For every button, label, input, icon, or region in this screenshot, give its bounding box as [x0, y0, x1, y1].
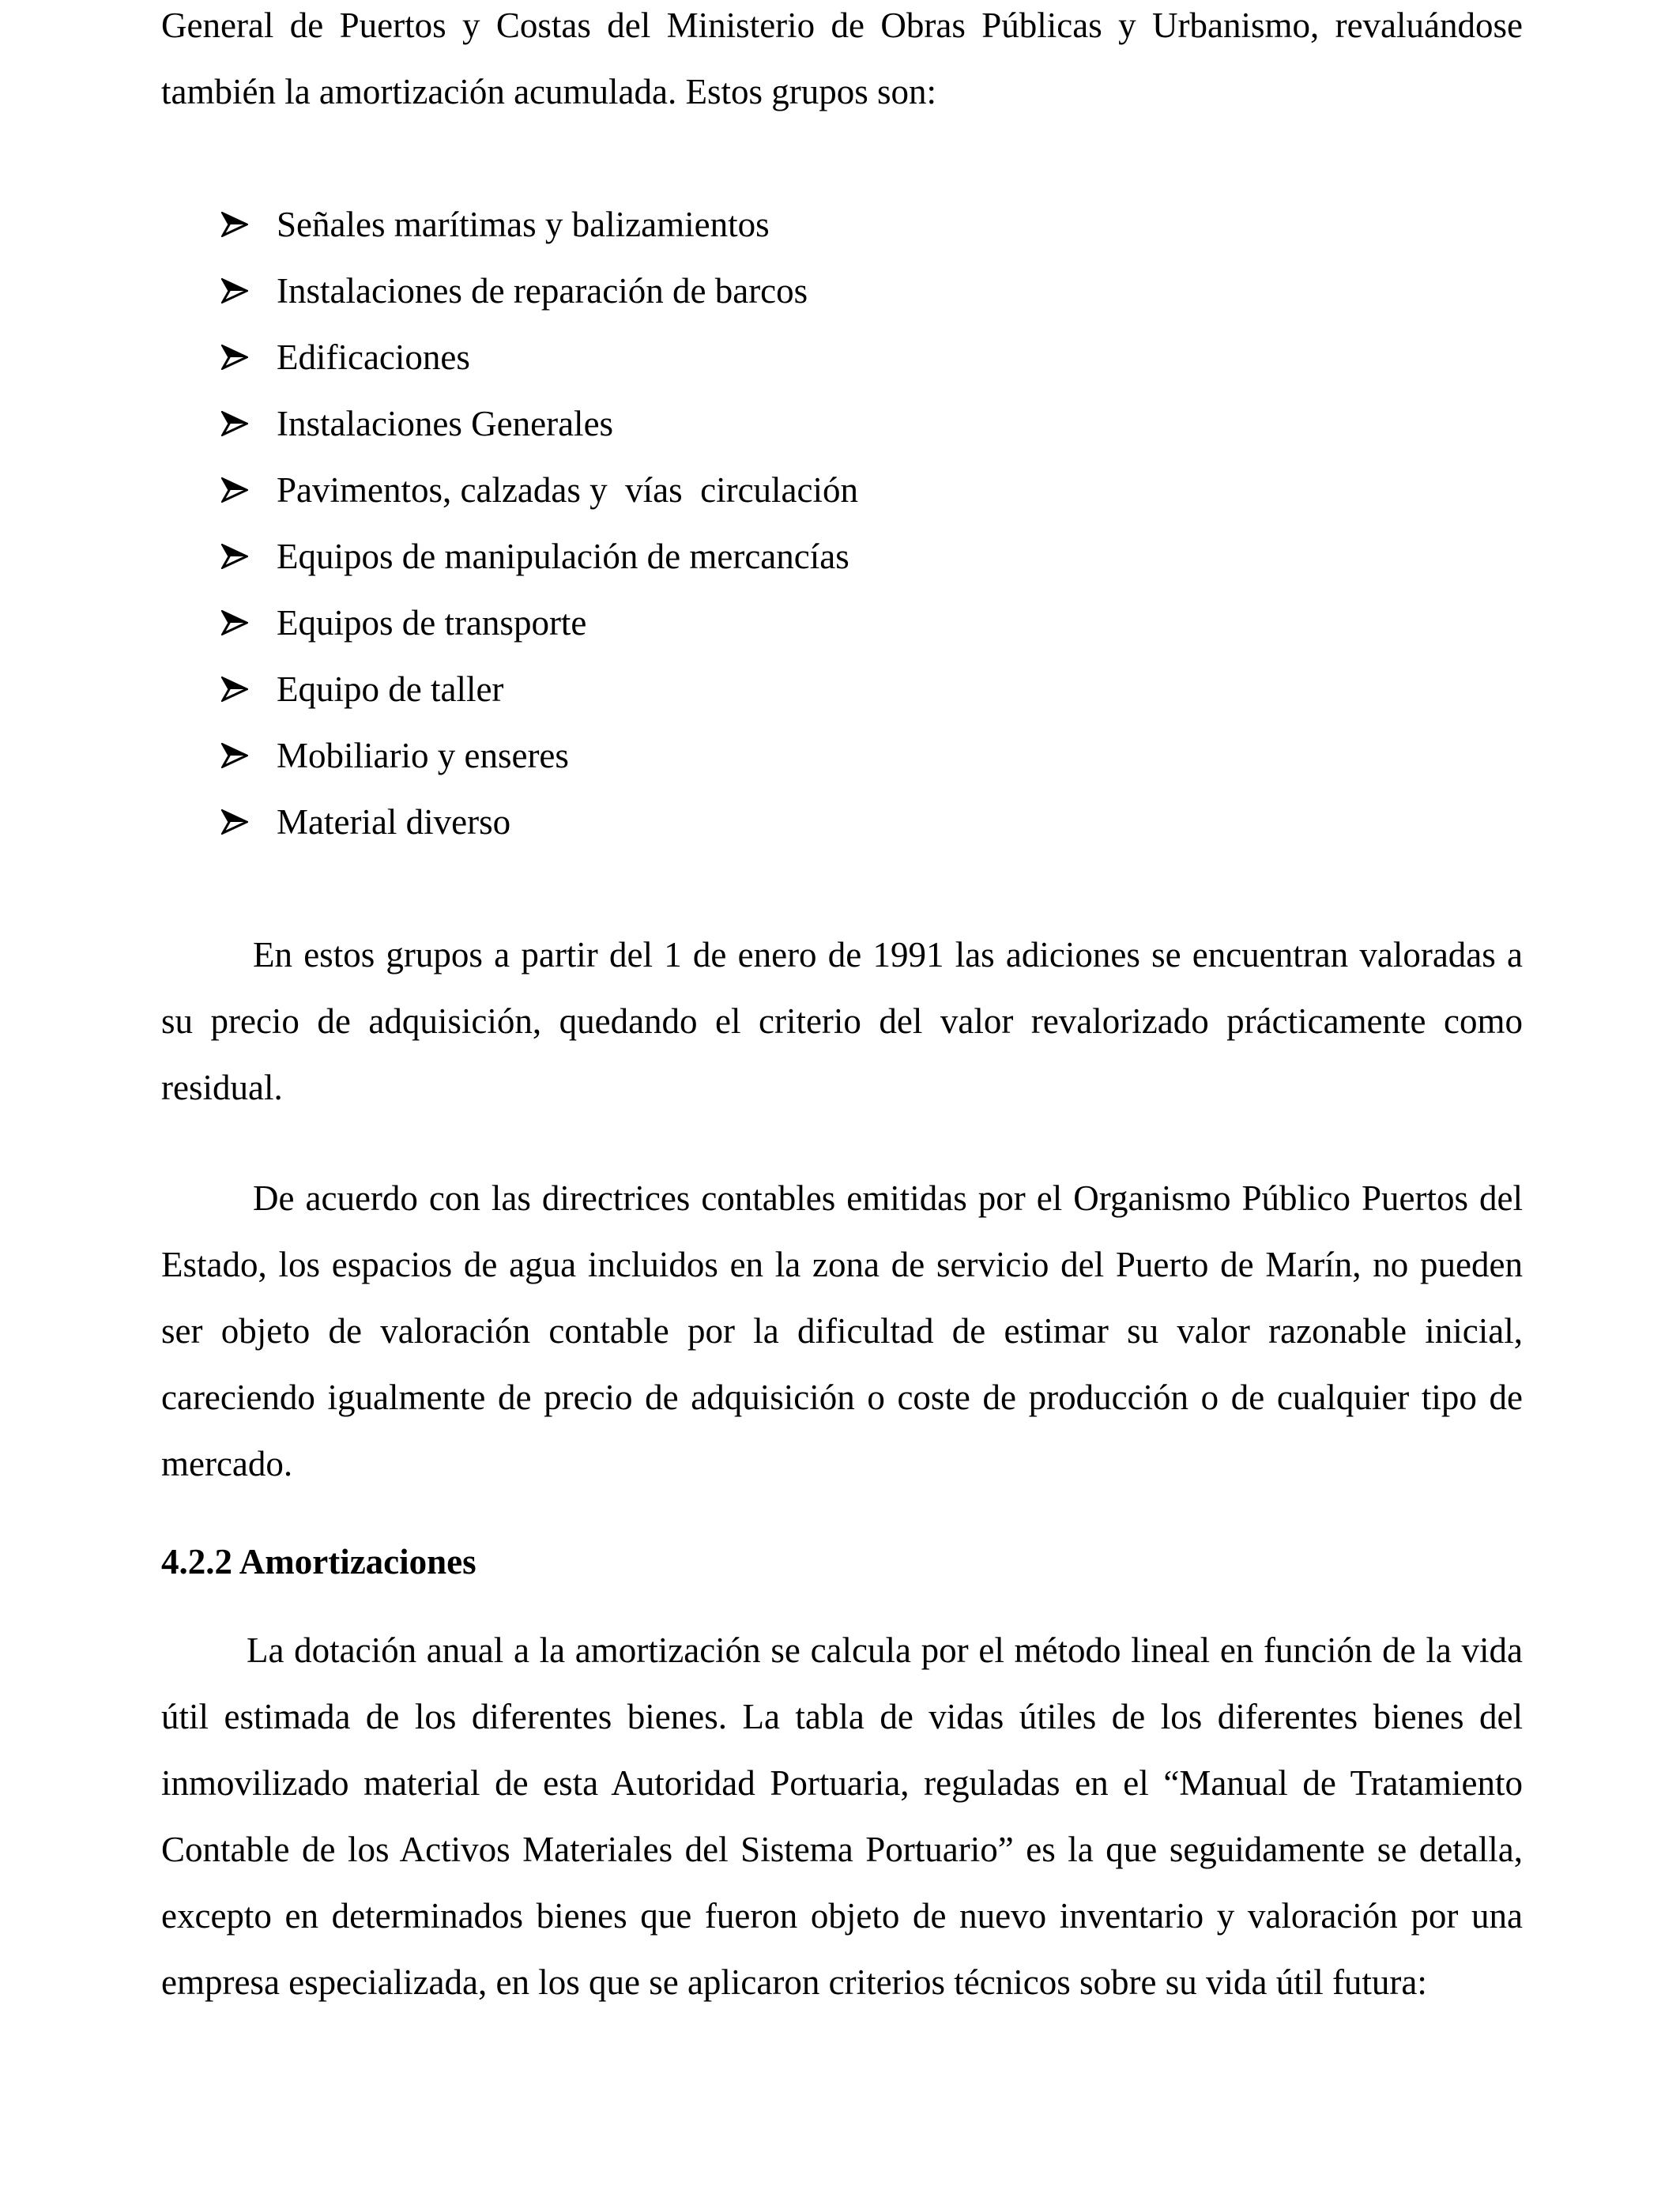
arrowhead-bullet-icon — [221, 523, 277, 590]
list-item — [221, 523, 858, 590]
list-item-label: Edificaciones — [277, 337, 470, 377]
arrowhead-bullet-icon — [221, 457, 277, 523]
list-item — [221, 324, 858, 390]
arrowhead-bullet-icon — [221, 191, 277, 258]
list-item-label: Pavimentos, calzadas y vías circulación — [277, 470, 858, 510]
list-item — [221, 656, 858, 722]
list-item-label: Equipos de manipulación de mercancías — [277, 537, 849, 576]
intro-paragraph: General de Puertos y Costas del Ministerio de Obras Públicas y Urbanismo, revaluándose también la amortización acumulada. Estos grupos son: — [161, 6, 1523, 111]
list-item-label: Señales marítimas y balizamientos — [277, 205, 770, 244]
arrowhead-bullet-icon — [221, 722, 277, 789]
list-item — [221, 457, 858, 523]
list-item-label: Equipo de taller — [277, 669, 504, 709]
arrowhead-bullet-icon — [221, 324, 277, 390]
arrowhead-bullet-icon — [221, 590, 277, 656]
arrowhead-bullet-icon — [221, 656, 277, 722]
list-item-label: Instalaciones Generales — [277, 404, 614, 443]
arrowhead-bullet-icon — [221, 258, 277, 324]
list-item — [221, 590, 858, 656]
list-item — [221, 722, 858, 789]
list-item — [221, 390, 858, 457]
paragraph-water-spaces: De acuerdo con las directrices contables emitidas por el Organismo Público Puertos del Estado, los espacios de agua incluidos en la zona de servicio del Puerto de Marín, no pueden ser objeto de valoración contable por la dificultad de estimar su valor razonable inicial, careciendo igualmente de precio de adquisición o coste de producción o de cualquier tipo de mercado. — [161, 1178, 1523, 1483]
list-item — [221, 789, 858, 855]
paragraph-amortization: La dotación anual a la amortización se calcula por el método lineal en función de la vida útil estimada de los diferentes bienes. La tabla de vidas útiles de los diferentes bienes del inmovilizado material de esta Autoridad Portuaria, reguladas en el “Manual de Tratamiento Contable de los Activos Materiales del Sistema Portuario” es la que seguidamente se detalla, excepto en determinados bienes que fueron objeto de nuevo inventario y valoración por una empresa especializada, en los que se aplicaron criterios técnicos sobre su vida útil futura: — [161, 1630, 1523, 2002]
paragraph-valuation: En estos grupos a partir del 1 de enero de 1991 las adiciones se encuentran valoradas a su precio de adquisición, quedando el criterio del valor revalorizado prácticamente como residual. — [161, 935, 1523, 1107]
arrowhead-bullet-icon — [221, 390, 277, 457]
list-item-label: Material diverso — [277, 802, 511, 842]
list-item-label: Mobiliario y enseres — [277, 736, 569, 775]
groups-list — [221, 191, 858, 855]
list-item-label: Instalaciones de reparación de barcos — [277, 271, 808, 311]
arrowhead-bullet-icon — [221, 789, 277, 855]
list-item — [221, 191, 858, 258]
list-item-label: Equipos de transporte — [277, 603, 587, 643]
section-heading: 4.2.2 Amortizaciones — [161, 1542, 477, 1581]
list-item — [221, 258, 858, 324]
